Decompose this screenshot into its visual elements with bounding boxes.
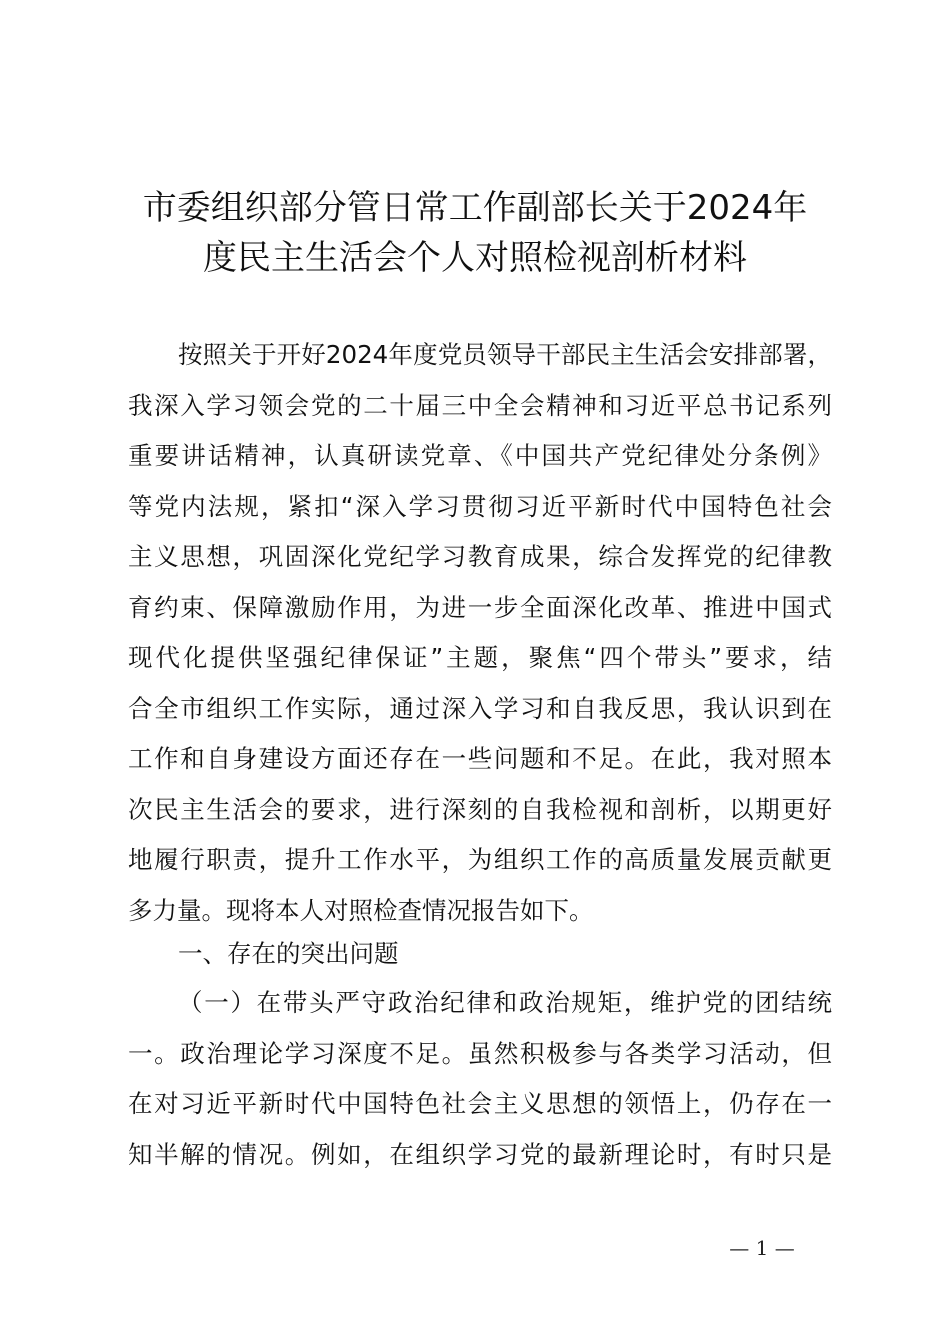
paragraph-line: 我深入学习领会党的二十届三中全会精神和习近平总书记系列 xyxy=(128,390,832,420)
section-heading xyxy=(128,929,832,980)
document-title xyxy=(100,183,850,283)
title-line: 市委组织部分管日常工作副部长关于2024年 xyxy=(142,188,808,228)
page-number: — 1 — xyxy=(729,1236,795,1260)
intro-paragraph xyxy=(128,330,832,936)
section-heading-text: 一、存在的突出问题 xyxy=(178,939,399,968)
paragraph-line: 现代化提供坚强纪律保证”主题，聚焦“四个带头”要求，结 xyxy=(128,643,832,672)
paragraph-line: 育约束、保障激励作用，为进一步全面深化改革、推进中国式 xyxy=(128,592,832,622)
paragraph-line: 重要讲话精神，认真研读党章、《中国共产党纪律处分条例》 xyxy=(128,441,832,470)
paragraph-line: 按照关于开好2024年度党员领导干部民主生活会安排部署， xyxy=(178,340,832,369)
paragraph-line: 等党内法规，紧扣“深入学习贯彻习近平新时代中国特色社会 xyxy=(128,491,832,521)
paragraph-line: （一）在带头严守政治纪律和政治规矩，维护党的团结统 xyxy=(178,988,832,1017)
paragraph-line: 次民主生活会的要求，进行深刻的自我检视和剖析，以期更好 xyxy=(128,794,832,824)
title-line: 度民主生活会个人对照检视剖析材料 xyxy=(203,238,747,278)
paragraph-line: 多力量。现将本人对照检查情况报告如下。 xyxy=(128,895,594,925)
paragraph-line: 知半解的情况。例如，在组织学习党的最新理论时，有时只是 xyxy=(128,1139,832,1169)
paragraph-line: 在对习近平新时代中国特色社会主义思想的领悟上，仍存在一 xyxy=(128,1089,832,1118)
paragraph-line: 合全市组织工作实际，通过深入学习和自我反思，我认识到在 xyxy=(128,693,832,723)
paragraph-line: 工作和自身建设方面还存在一些问题和不足。在此，我对照本 xyxy=(128,744,832,773)
paragraph-line: 地履行职责，提升工作水平，为组织工作的高质量发展贡献更 xyxy=(128,845,832,874)
paragraph-line: 主义思想，巩固深化党纪学习教育成果，综合发挥党的纪律教 xyxy=(128,542,832,571)
point-paragraph xyxy=(128,978,832,1180)
paragraph-line: 一。政治理论学习深度不足。虽然积极参与各类学习活动，但 xyxy=(128,1038,832,1068)
